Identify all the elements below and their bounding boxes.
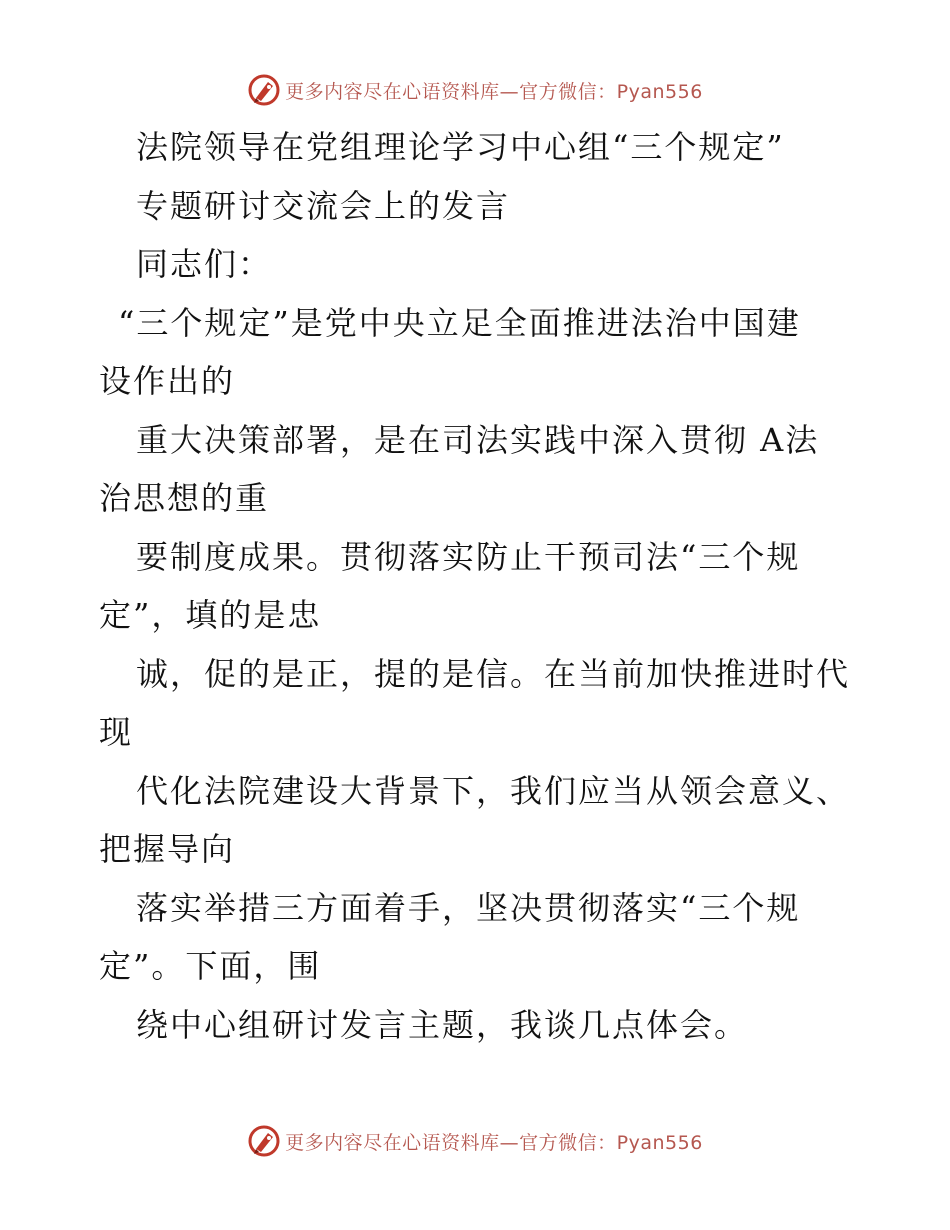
footer-watermark [0,1119,950,1163]
body-line: 诚，促的是正，提的是信。在当前加快推进时代 [136,655,851,693]
body-line: 落实举措三方面着手，坚决贯彻落实“三个规 [136,889,801,927]
body-line: 设作出的 [99,362,236,400]
body-line: 代化法院建设大背景下，我们应当从领会意义、 [136,772,851,810]
pen-logo-icon [247,1124,281,1158]
pen-logo-icon [247,73,281,107]
salutation: 同志们： [136,245,273,283]
body-line: 重大决策部署，是在司法实践中深入贯彻 A法 [136,421,820,459]
header-watermark [0,68,950,112]
document-title-line-2: 专题研讨交流会上的发言 [136,187,511,225]
body-line: “三个规定”是党中央立足全面推进法治中国建 [118,304,801,342]
document-title-line-1: 法院领导在党组理论学习中心组“三个规定” [136,128,785,166]
body-line: 要制度成果。贯彻落实防止干预司法“三个规 [136,538,801,576]
body-line: 定”，填的是忠 [99,596,322,634]
body-line: 现 [99,713,134,751]
body-line: 绕中心组研讨发言主题，我谈几点体会。 [136,1006,749,1044]
watermark-text: 更多内容尽在心语资料库—官方微信：Pyan556 [285,1131,703,1154]
body-line: 定”。下面，围 [99,947,322,985]
body-line: 把握导向 [99,830,236,868]
watermark-text: 更多内容尽在心语资料库—官方微信：Pyan556 [285,80,703,103]
body-line: 治思想的重 [99,479,270,517]
